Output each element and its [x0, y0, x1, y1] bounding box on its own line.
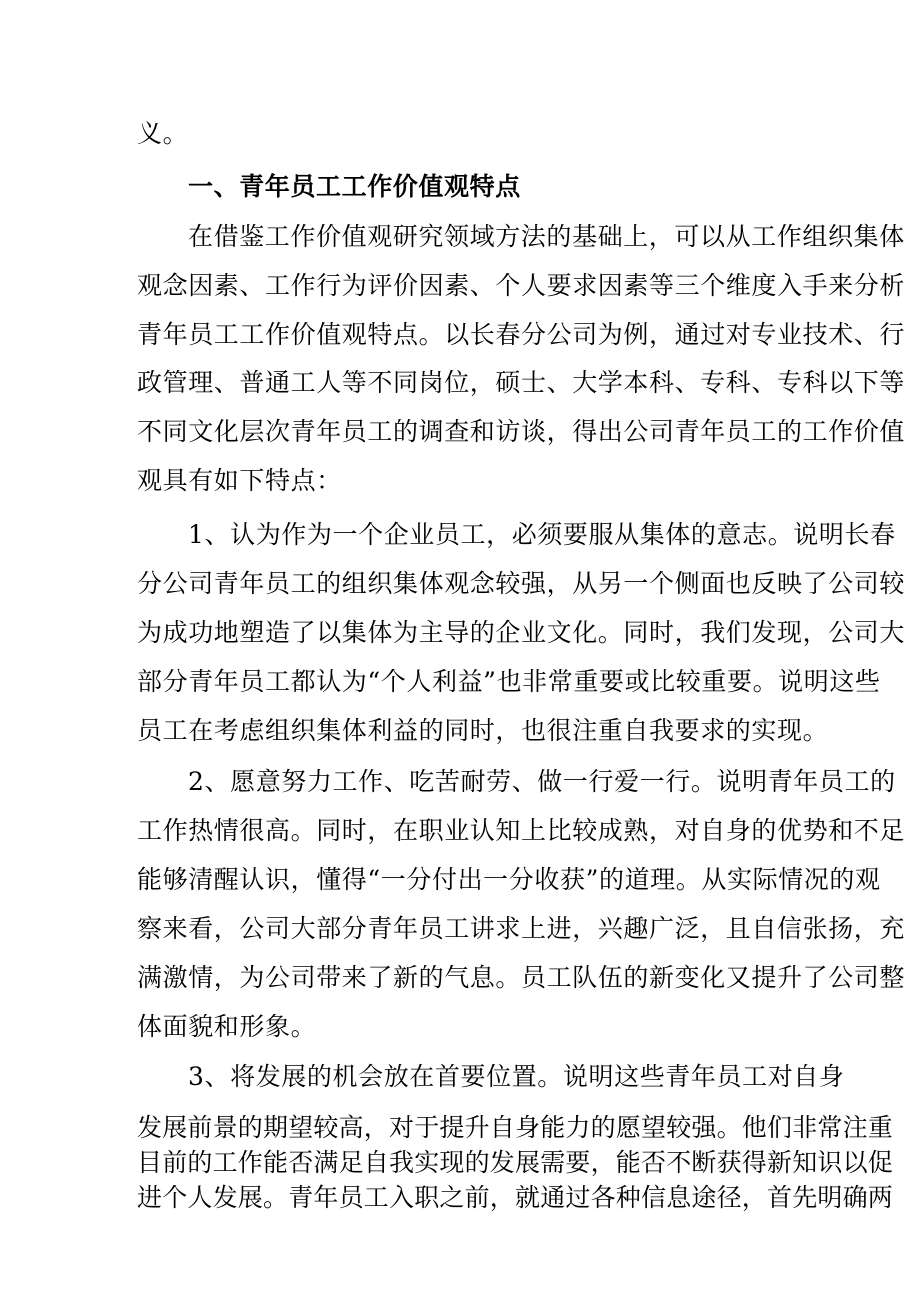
paragraph-line: 目前的工作能否满足自我实现的发展需要，能否不断获得新知识以促: [137, 1148, 894, 1177]
paragraph-line: 察来看，公司大部分青年员工讲求上进，兴趣广泛，且自信张扬，充: [137, 914, 906, 943]
paragraph-line: 员工在考虑组织集体利益的同时，也很注重自我要求的实现。: [137, 716, 829, 745]
paragraph-line-tail: 义。: [137, 119, 189, 148]
paragraph-line: 观具有如下特点：: [137, 466, 342, 495]
paragraph-line: 分公司青年员工的组织集体观念较强，从另一个侧面也反映了公司较: [137, 569, 906, 598]
section-heading: 一、青年员工工作价值观特点: [188, 172, 521, 201]
paragraph-line: 进个人发展。青年员工入职之前，就通过各种信息途径，首先明确两: [137, 1183, 894, 1212]
list-item-line: 2、愿意努力工作、吃苦耐劳、做一行爱一行。说明青年员工的: [188, 767, 896, 796]
list-item-line: 1、认为作为一个企业员工，必须要服从集体的意志。说明长春: [188, 520, 896, 549]
paragraph-line: 观念因素、工作行为评价因素、个人要求因素等三个维度入手来分析: [137, 271, 906, 300]
paragraph-line: 工作热情很高。同时，在职业认知上比较成熟，对自身的优势和不足: [137, 816, 906, 845]
paragraph-line: 不同文化层次青年员工的调查和访谈，得出公司青年员工的工作价值: [137, 417, 906, 446]
paragraph-line: 体面貌和形象。: [137, 1012, 317, 1041]
paragraph-line: 为成功地塑造了以集体为主导的企业文化。同时，我们发现，公司大: [137, 618, 906, 647]
paragraph-line: 发展前景的期望较高，对于提升自身能力的愿望较强。他们非常注重: [137, 1113, 894, 1142]
paragraph-line: 满激情，为公司带来了新的气息。员工队伍的新变化又提升了公司整: [137, 963, 906, 992]
paragraph-line: 能够清醒认识，懂得“一分付出一分收获”的道理。从实际情况的观: [137, 865, 881, 894]
paragraph-line: 青年员工工作价值观特点。以长春分公司为例，通过对专业技术、行: [137, 320, 906, 349]
paragraph-line: 在借鉴工作价值观研究领域方法的基础上，可以从工作组织集体: [188, 222, 905, 251]
list-item-line: 3、将发展的机会放在首要位置。说明这些青年员工对自身: [188, 1062, 845, 1091]
paragraph-line: 部分青年员工都认为“个人利益”也非常重要或比较重要。说明这些: [137, 667, 881, 696]
paragraph-line: 政管理、普通工人等不同岗位，硕士、大学本科、专科、专科以下等: [137, 368, 906, 397]
